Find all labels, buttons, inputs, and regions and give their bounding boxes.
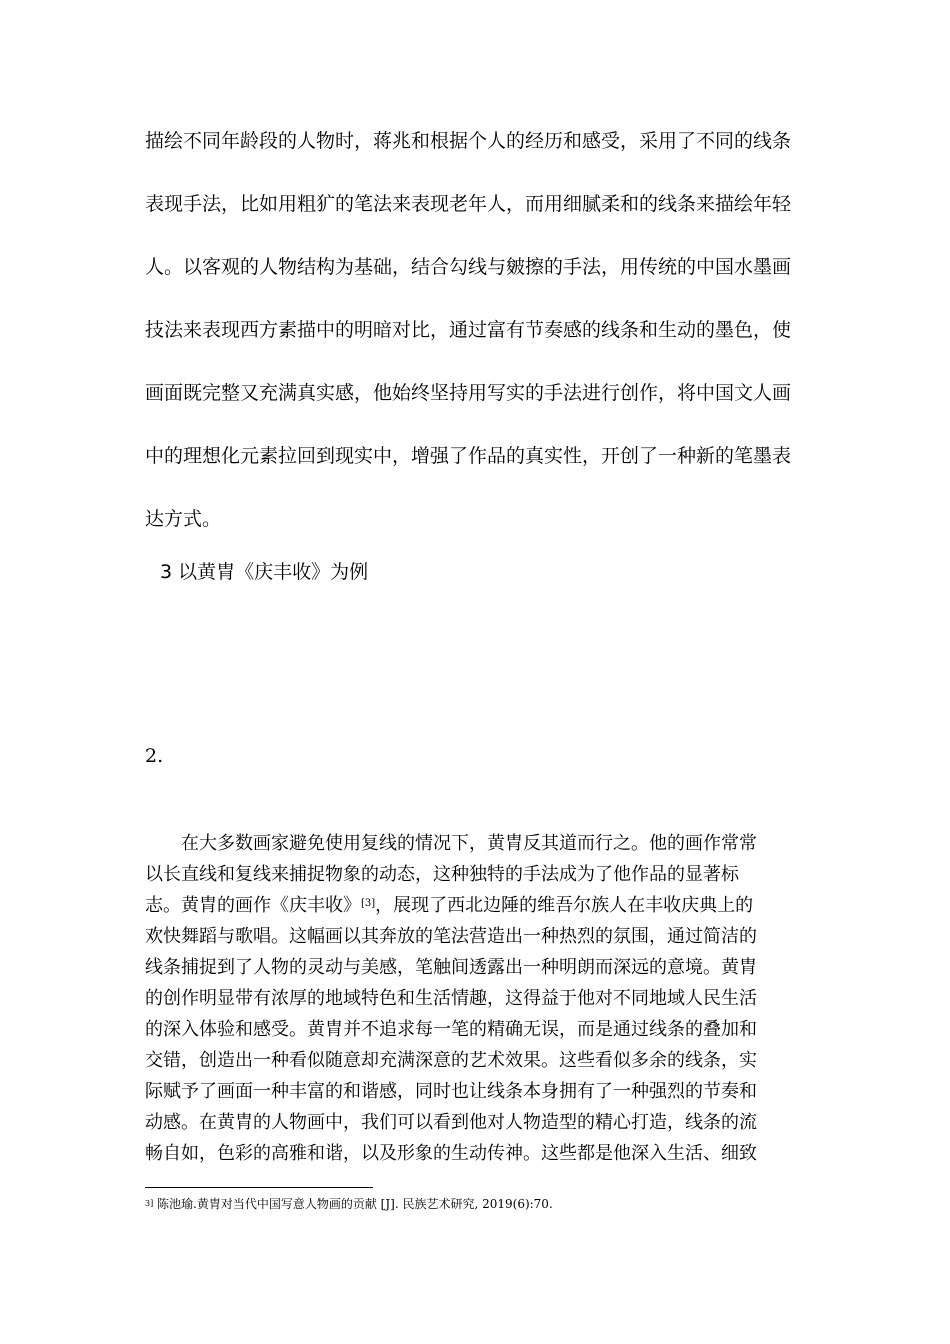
paragraph-line: 描绘不同年龄段的人物时，蒋兆和根据个人的经历和感受，采用了不同的线条 <box>145 130 792 152</box>
paragraph-line: 中的理想化元素拉回到现实中，增强了作品的真实性，开创了一种新的笔墨表 <box>145 445 792 467</box>
paragraph-line: 人。以客观的人物结构为基础，结合勾线与皴擦的手法，用传统的中国水墨画 <box>145 256 792 278</box>
paragraph-text: ，展现了西北边陲的维吾尔族人在丰收庆典上的 <box>375 895 754 916</box>
footnote-text: 陈池瑜.黄胄对当代中国写意人物画的贡献 [J]. 民族艺术研究, 2019(6):70. <box>153 1197 553 1211</box>
paragraph-line: 交错，创造出一种看似随意却充满深意的艺术效果。这些看似多余的线条，实 <box>145 1050 757 1071</box>
paragraph-line: 表现手法，比如用粗犷的笔法来表现老年人，而用细腻柔和的线条来描绘年轻 <box>145 193 792 215</box>
paragraph-line: 以长直线和复线来捕捉物象的动态，这种独特的手法成为了他作品的显著标 <box>145 864 739 885</box>
paragraph-line: 线条捕捉到了人物的灵动与美感，笔触间透露出一种明朗而深远的意境。黄胄 <box>145 957 757 978</box>
paragraph-line: 在大多数画家避免使用复线的情况下，黄胄反其道而行之。他的画作常常 <box>181 833 757 854</box>
paragraph-line: 的深入体验和感受。黄胄并不追求每一笔的精确无误，而是通过线条的叠加和 <box>145 1019 757 1040</box>
footnote-mark: 3] <box>145 1199 154 1208</box>
paragraph-line: 技法来表现西方素描中的明暗对比，通过富有节奏感的线条和生动的墨色，使 <box>145 319 792 341</box>
paragraph-line: 的创作明显带有浓厚的地域特色和生活情趣，这得益于他对不同地域人民生活 <box>145 988 757 1009</box>
footnote-separator <box>145 1187 373 1188</box>
paragraph-line: 欢快舞蹈与歌唱。这幅画以其奔放的笔法营造出一种热烈的氛围，通过简洁的 <box>145 926 757 947</box>
paragraph-line-with-citation <box>145 894 753 918</box>
paragraph-line: 达方式。 <box>145 508 222 530</box>
section-heading: 3 以黄胄《庆丰收》为例 <box>160 561 369 583</box>
list-number: 2. <box>145 745 164 767</box>
paragraph-line: 画面既完整又充满真实感，他始终坚持用写实的手法进行创作，将中国文人画 <box>145 382 792 404</box>
paragraph-line: 际赋予了画面一种丰富的和谐感，同时也让线条本身拥有了一种强烈的节奏和 <box>145 1081 757 1102</box>
footnote <box>145 1195 553 1213</box>
paragraph-line: 动感。在黄胄的人物画中，我们可以看到他对人物造型的精心打造，线条的流 <box>145 1112 757 1133</box>
paragraph-line: 畅自如，色彩的高雅和谐，以及形象的生动传神。这些都是他深入生活、细致 <box>145 1143 757 1164</box>
citation-mark: [3] <box>361 898 376 909</box>
paragraph-text: 志。黄胄的画作《庆丰收》 <box>145 895 361 916</box>
